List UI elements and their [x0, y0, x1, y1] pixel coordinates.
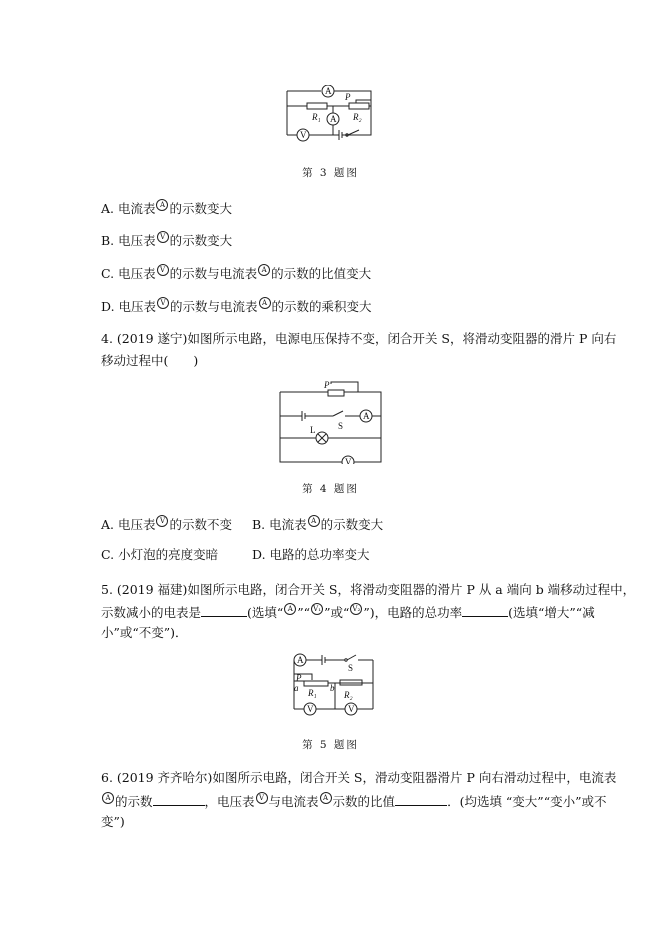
figure-5-circuit	[290, 652, 376, 720]
text: ”或“	[324, 605, 350, 620]
q4-option-d[interactable]: D. 电路的总功率变大	[252, 547, 370, 562]
circuit-label: R₁	[308, 688, 317, 698]
text: (选填“增大”“减	[508, 605, 595, 620]
q6-stem-line1: 6. (2019 齐齐哈尔)如图所示电路，闭合开关 S，滑动变阻器滑片 P 向右滑动过程中，电流表	[101, 770, 617, 785]
answer-blank[interactable]	[201, 604, 247, 617]
text: (选填“	[247, 605, 284, 620]
circuit-label: V	[300, 130, 307, 140]
answer-blank[interactable]	[153, 793, 205, 806]
q5-stem-line3: 小”或“不变”)．	[101, 625, 188, 640]
q3-option-b[interactable]	[101, 231, 232, 249]
circuit-label: V	[345, 457, 352, 464]
circuit-label: V	[307, 704, 314, 714]
voltmeter-icon: V	[156, 515, 168, 527]
text: ”“	[297, 605, 311, 620]
text: ．(均选填 “变大”“变小”或不	[447, 794, 607, 809]
text: 的示数与电流表	[170, 299, 258, 314]
text: C. 电压表	[101, 266, 156, 281]
circuit-label: b	[330, 683, 335, 693]
q5-stem-line2	[101, 603, 595, 621]
ammeter-icon: A	[102, 792, 114, 804]
voltmeter-icon: V	[157, 264, 169, 276]
circuit-label: S	[338, 421, 344, 431]
circuit-label: R₂	[344, 690, 353, 700]
q3-option-c[interactable]	[101, 264, 371, 282]
figure-4-caption: 第 4 题图	[302, 483, 359, 495]
figure-3-circuit	[285, 85, 385, 145]
circuit-label: L	[310, 425, 316, 435]
text: 的示数	[115, 794, 153, 809]
voltmeter-icon: V	[157, 297, 169, 309]
text: 的示数与电流表	[169, 266, 258, 281]
ammeter-icon: A	[259, 297, 271, 309]
voltmeter-2-icon: V₂	[350, 603, 362, 615]
text: 的示数变大	[169, 233, 233, 248]
q3-option-a[interactable]	[101, 199, 232, 217]
q4-option-b[interactable]	[252, 515, 383, 533]
text: 的示数的乘积变大	[271, 299, 372, 314]
circuit-label: P	[345, 92, 351, 102]
ammeter-icon: A	[284, 603, 296, 615]
circuit-label: R₁	[312, 112, 321, 122]
text: 示数的比值	[332, 794, 396, 809]
figure-4-circuit	[278, 378, 384, 464]
answer-blank[interactable]	[395, 793, 447, 806]
ammeter-icon: A	[308, 515, 320, 527]
ammeter-icon: A	[320, 792, 332, 804]
circuit-label: A	[363, 411, 370, 421]
text: D. 电压表	[101, 299, 157, 314]
text: ，电压表	[204, 794, 255, 809]
answer-blank[interactable]	[462, 604, 508, 617]
circuit-label: V	[348, 704, 355, 714]
text: B. 电流表	[252, 517, 307, 532]
circuit-label: A	[297, 655, 304, 665]
figure-5-caption: 第 5 题图	[302, 739, 359, 751]
circuit-label: P	[324, 380, 330, 390]
q4-stem-line1: 4. (2019 遂宁)如图所示电路，电源电压保持不变，闭合开关 S，将滑动变阻器的滑片 P 向右	[101, 331, 617, 346]
circuit-label: A	[330, 114, 337, 124]
circuit-label: P	[296, 673, 302, 683]
q3-option-d[interactable]	[101, 297, 372, 315]
text: 示数减小的电表是	[101, 605, 202, 620]
figure-3-caption: 第 3 题图	[302, 167, 359, 179]
text: A. 电压表	[101, 517, 156, 532]
circuit-label: a	[294, 683, 299, 693]
ammeter-icon: A	[258, 264, 270, 276]
q6-stem-line3: 变”)	[101, 814, 125, 829]
text: A. 电流表	[101, 201, 156, 216]
circuit-label: A	[325, 86, 332, 96]
text: 的示数的比值变大	[271, 266, 372, 281]
text: 的示数变大	[169, 201, 232, 216]
circuit-label: S	[348, 663, 354, 673]
q4-option-c[interactable]: C. 小灯泡的亮度变暗	[101, 547, 219, 562]
q6-stem-line2	[101, 792, 606, 810]
voltmeter-icon: V	[157, 231, 169, 243]
text: 的示数变大	[320, 517, 384, 532]
q5-stem-line1: 5. (2019 福建)如图所示电路，闭合开关 S，将滑动变阻器的滑片 P 从 a 端向 b 端移动过程中，	[101, 582, 636, 597]
ammeter-icon: A	[156, 199, 168, 211]
text: B. 电压表	[101, 233, 156, 248]
q4-stem-line2: 移动过程中( )	[101, 353, 199, 368]
voltmeter-icon: V	[256, 792, 268, 804]
text: 的示数不变	[169, 517, 232, 532]
q4-option-a[interactable]	[101, 515, 232, 533]
text: ”)，电路的总功率	[363, 605, 463, 620]
voltmeter-1-icon: V₁	[311, 603, 323, 615]
circuit-label: R₂	[353, 112, 362, 122]
text: 与电流表	[268, 794, 319, 809]
